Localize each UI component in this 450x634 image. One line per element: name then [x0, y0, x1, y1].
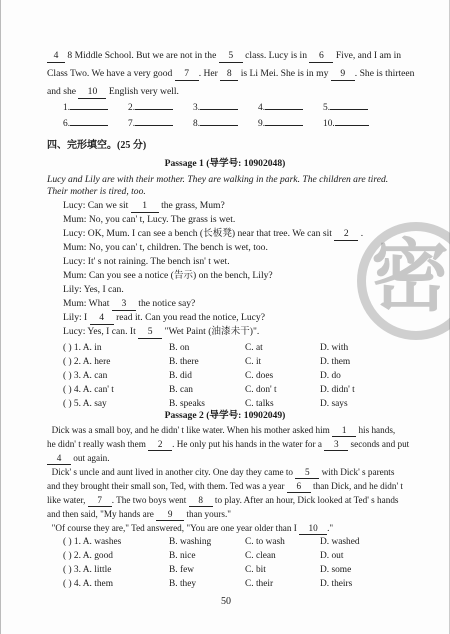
- question-number[interactable]: ( ) 2. A. good: [63, 551, 113, 561]
- answer-slot[interactable]: 10.: [323, 118, 369, 130]
- dialogue-line: Mum: Can you see a notice (告示) on the bench, Lily?: [63, 270, 273, 281]
- option-b[interactable]: B. washing: [169, 537, 212, 547]
- answer-slot[interactable]: 1.: [63, 102, 108, 114]
- paragraph-line: Dick' s uncle and aunt lived in another city. One day they came to 5 with Dick' s parents: [51, 467, 395, 477]
- blank: 10: [78, 86, 106, 99]
- option-d[interactable]: D. didn' t: [320, 385, 355, 395]
- answer-slot[interactable]: 8.: [193, 118, 238, 130]
- paragraph-line: and they brought their small son, Ted, with them. Ted was a year 6 than Dick, and he didn' t: [47, 481, 403, 491]
- dialogue-line: Lucy: It' s not raining. The bench isn' t wet.: [63, 256, 230, 267]
- seal-stamp-character: 密: [371, 232, 450, 322]
- option-c[interactable]: C. at: [245, 343, 263, 353]
- blank: 9: [331, 68, 355, 81]
- intro-line-1: [47, 50, 419, 63]
- answer-slot[interactable]: 2.: [128, 102, 173, 114]
- option-b[interactable]: B. nice: [169, 551, 196, 561]
- section-title: 四、完形填空。(25 分): [47, 140, 147, 151]
- question-number[interactable]: ( ) 4. A. can' t: [63, 385, 114, 395]
- option-b[interactable]: B. there: [169, 357, 199, 367]
- answer-slot[interactable]: 4.: [258, 102, 303, 114]
- option-d[interactable]: D. them: [320, 357, 351, 367]
- text: . She is thirteen: [354, 68, 415, 79]
- passage-2-title: Passage 2 (导学号: 10902049): [164, 410, 286, 421]
- paragraph-line: and then said, "My hands are 9 than yours.": [47, 509, 232, 519]
- option-c[interactable]: C. it: [245, 357, 262, 367]
- paragraph-line: 4 out again.: [47, 452, 419, 465]
- option-d[interactable]: D. some: [320, 565, 352, 575]
- option-d[interactable]: D. do: [320, 371, 341, 381]
- passage-1-intro-2: Their mother is tired, too.: [47, 186, 146, 197]
- question-number[interactable]: ( ) 2. A. here: [63, 357, 111, 367]
- dialogue-line: Lily: I 4 read it. Can you read the notice, Lucy?: [63, 312, 265, 323]
- option-b[interactable]: B. few: [169, 565, 194, 575]
- question-number[interactable]: ( ) 4. A. them: [63, 579, 113, 589]
- page-number: 50: [221, 596, 231, 607]
- option-b[interactable]: B. they: [169, 579, 197, 589]
- answer-slot[interactable]: 5.: [323, 102, 368, 114]
- answer-slot[interactable]: 7.: [128, 118, 173, 130]
- option-d[interactable]: D. theirs: [320, 579, 353, 589]
- dialogue-line: Lucy: OK, Mum. I can see a bench (长板凳) near that tree. We can sit 2 .: [63, 228, 364, 239]
- option-c[interactable]: C. to wash: [245, 537, 285, 547]
- text: English very well.: [108, 86, 179, 97]
- question-number[interactable]: ( ) 1. A. washes: [63, 537, 122, 547]
- question-number[interactable]: ( ) 3. A. can: [63, 371, 108, 381]
- text: class. Lucy is in: [245, 50, 307, 61]
- intro-line-3: [47, 86, 419, 99]
- blank: 5: [219, 50, 243, 63]
- text: . Her: [198, 68, 218, 79]
- option-b[interactable]: B. speaks: [169, 399, 205, 409]
- option-c[interactable]: C. talks: [245, 399, 274, 409]
- text: and she: [47, 86, 77, 97]
- option-b[interactable]: B. on: [169, 343, 190, 353]
- blank: 6: [309, 50, 333, 63]
- option-d[interactable]: D. with: [320, 343, 349, 353]
- option-b[interactable]: B. can: [169, 385, 193, 395]
- dialogue-line: Mum: What 3 the notice say?: [63, 298, 196, 309]
- option-b[interactable]: B. did: [169, 371, 192, 381]
- option-d[interactable]: D. washed: [320, 537, 360, 547]
- question-number[interactable]: ( ) 3. A. little: [63, 565, 112, 575]
- answer-slot[interactable]: 3.: [193, 102, 238, 114]
- option-c[interactable]: C. clean: [245, 551, 276, 561]
- answer-slot[interactable]: 6.: [63, 118, 108, 130]
- blank: 7: [175, 68, 199, 81]
- dialogue-line: Mum: No, you can' t, children. The bench is wet, too.: [63, 242, 268, 253]
- option-c[interactable]: C. bit: [245, 565, 266, 575]
- text: 8 Middle School. But we are not in the: [67, 50, 217, 61]
- paragraph-line: "Of course they are," Ted answered, "You are one year older than I 10 .": [51, 523, 334, 533]
- dialogue-line: Lucy: Yes, I can. It 5 "Wet Paint (油漆未干)".: [63, 326, 260, 337]
- text: is Li Mei. She is in my: [240, 68, 329, 79]
- paragraph-line: he didn' t really wash them 2 . He only put his hands in the water for a 3 seconds and put: [47, 439, 410, 449]
- blank: 4: [47, 50, 65, 63]
- option-c[interactable]: C. don' t: [245, 385, 277, 395]
- dialogue-line: Lucy: Can we sit 1 the grass, Mum?: [63, 200, 225, 211]
- option-d[interactable]: D. says: [320, 399, 348, 409]
- option-c[interactable]: C. their: [245, 579, 274, 589]
- passage-1-intro: Lucy and Lily are with their mother. They are walking in the park. The children are tired.: [47, 174, 389, 185]
- paragraph-line: like water, 7 . The two boys went 8 to play. After an hour, Dick looked at Ted' s hands: [47, 495, 399, 505]
- dialogue-line: Mum: No, you can' t, Lucy. The grass is wet.: [63, 214, 236, 225]
- option-d[interactable]: D. out: [320, 551, 344, 561]
- paragraph-line: Dick was a small boy, and he didn' t like water. When his mother asked him 1 his hands,: [51, 425, 396, 435]
- dialogue-line: Lily: Yes, I can.: [63, 284, 124, 295]
- intro-line-2: [47, 68, 419, 81]
- option-c[interactable]: C. does: [245, 371, 274, 381]
- question-number[interactable]: ( ) 5. A. say: [63, 399, 107, 409]
- question-number[interactable]: ( ) 1. A. in: [63, 343, 102, 353]
- text: Class Two. We have a very good: [47, 68, 173, 79]
- text: Five, and I am in: [335, 50, 402, 61]
- blank: 8: [220, 68, 238, 81]
- answer-slot[interactable]: 9.: [258, 118, 303, 130]
- passage-1-title: Passage 1 (导学号: 10902048): [164, 158, 286, 169]
